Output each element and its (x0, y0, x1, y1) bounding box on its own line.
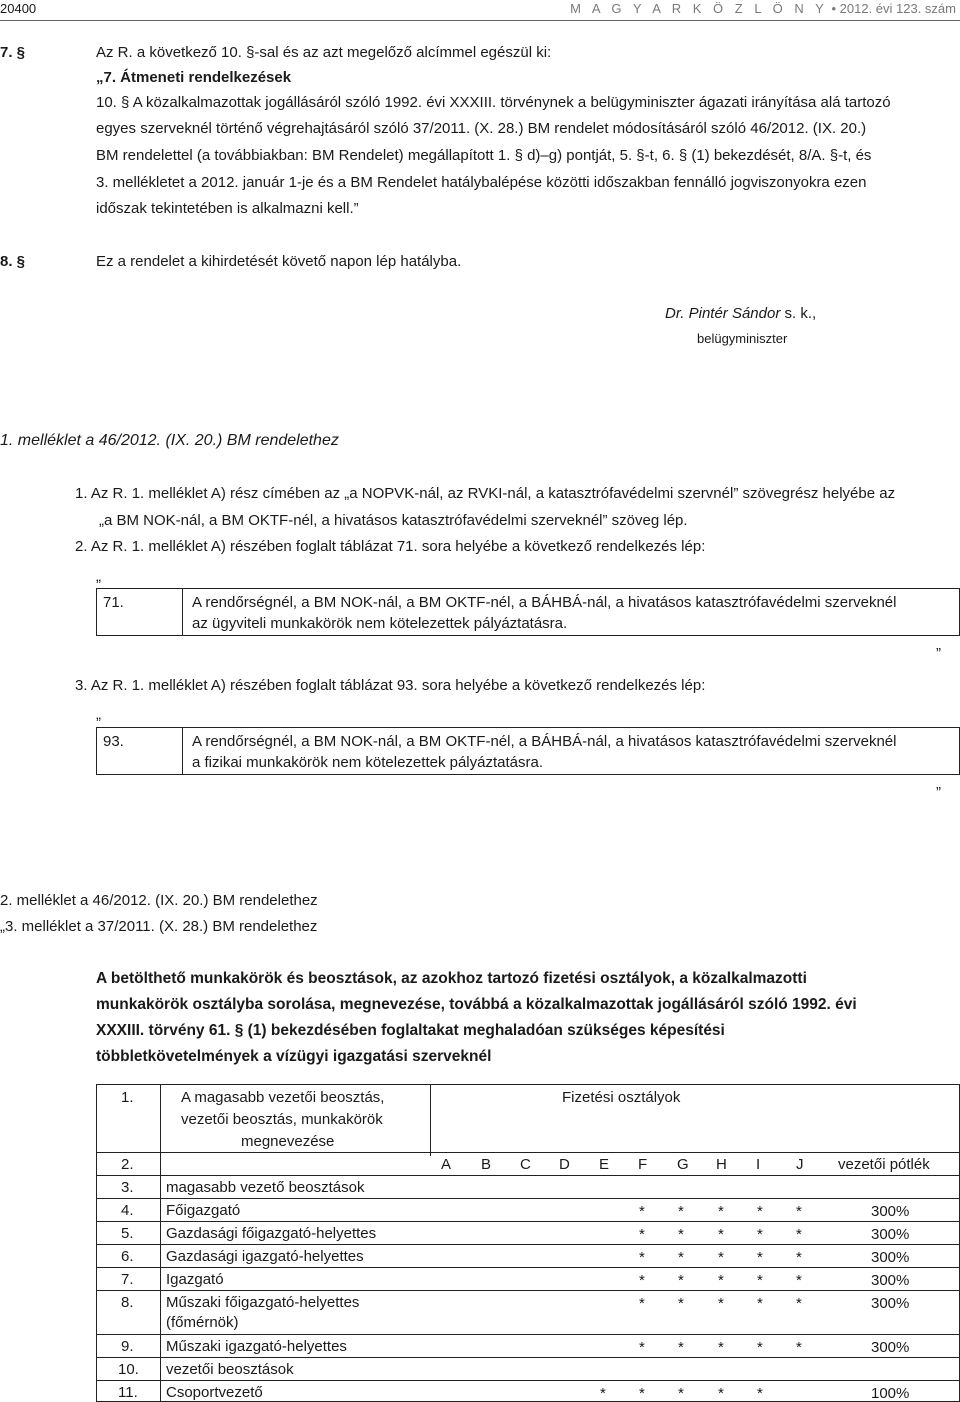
table-row-label: Csoportvezető (166, 1384, 263, 1401)
table-header-label-line-3: megnevezése (241, 1133, 335, 1150)
signatory-name: Dr. Pintér Sándor (665, 305, 781, 322)
annex-1-item-1-line-1: 1. Az R. 1. melléklet A) rész címében az „a NOPVK-nál, az RVKI-nál, a katasztrófavédelmi szervnél” szövegrész helyébe az (75, 485, 896, 502)
pay-class-marker: * (600, 1385, 606, 1402)
table-hline-1 (96, 1152, 960, 1153)
pay-class-marker: * (678, 1385, 684, 1402)
section-7-label: 7. § (0, 44, 26, 61)
pay-class-marker: * (757, 1339, 763, 1356)
table-row-number: 6. (121, 1248, 134, 1265)
table-hline-2 (96, 1175, 960, 1176)
close-quote-2: ” (936, 784, 941, 801)
pay-class-marker: * (678, 1226, 684, 1243)
issue-info: • 2012. évi 123. szám (831, 1, 956, 16)
section-7-line-2: egyes szerveknél történő végrehajtásáról szóló 37/2011. (X. 28.) BM rendelet módosításáról szóló 46/2012. (IX. 20.) (96, 120, 867, 137)
table-col-divider-2 (430, 1084, 431, 1156)
pay-class-j: J (796, 1156, 804, 1173)
table-row-label: Gazdasági igazgató-helyettes (166, 1248, 364, 1265)
open-quote-1: „ (96, 568, 101, 585)
row-93-text-line-1: A rendőrségnél, a BM NOK-nál, a BM OKTF-nél, a BÁHBÁ-nál, a hivatásos katasztrófavédelmi szerveknél (192, 733, 897, 750)
pay-class-marker: * (757, 1385, 763, 1402)
section-7-line-3: BM rendelettel (a továbbiakban: BM Rendelet) megállapított 1. § d)–g) pontját, 5. §-t, 6. § (1) bekezdését, 8/A. §-t, és (96, 147, 872, 164)
pay-class-marker: * (757, 1295, 763, 1312)
pay-class-marker: * (796, 1339, 802, 1356)
table-row-1-number: 1. (121, 1089, 134, 1106)
table-hline-3 (96, 1198, 960, 1199)
pay-class-marker: * (718, 1203, 724, 1220)
header-rule (0, 20, 960, 21)
row-71-number: 71. (103, 594, 124, 611)
table-row-label: Főigazgató (166, 1202, 241, 1219)
pay-class-marker: * (796, 1203, 802, 1220)
pay-class-marker: * (639, 1295, 645, 1312)
row-71-text-line-1: A rendőrségnél, a BM NOK-nál, a BM OKTF-nél, a BÁHBÁ-nál, a hivatásos katasztrófavédelmi szerveknél (192, 594, 897, 611)
table-row-label: Műszaki főigazgató-helyettes (166, 1294, 360, 1311)
annex-2-title: 2. melléklet a 46/2012. (IX. 20.) BM rendelethez (0, 892, 318, 909)
pay-class-e: E (599, 1156, 610, 1173)
pay-class-marker: * (757, 1203, 763, 1220)
section-7-intro: Az R. a következő 10. §-sal és az azt megelőző alcímmel egészül ki: (96, 44, 552, 61)
table-row-label: Műszaki igazgató-helyettes (166, 1338, 347, 1355)
pay-class-g: G (677, 1156, 689, 1173)
table-row-number: 5. (121, 1225, 134, 1242)
pay-class-marker: * (639, 1385, 645, 1402)
table-row-number: 3. (121, 1179, 134, 1196)
row-93-text-line-2: a fizikai munkakörök nem kötelezettek pályáztatásra. (192, 754, 543, 771)
pay-class-marker: * (718, 1272, 724, 1289)
annex-2-subtitle: „3. melléklet a 37/2011. (X. 28.) BM rendelethez (0, 918, 318, 935)
table-row-label: magasabb vezető beosztások (166, 1179, 365, 1196)
table-hline-4 (96, 1221, 960, 1222)
journal-title: M A G Y A R K Ö Z L Ö N Y (570, 1, 828, 16)
pay-class-marker: * (678, 1295, 684, 1312)
pay-class-marker: * (718, 1339, 724, 1356)
table-hline-9 (96, 1357, 960, 1358)
signatory-title: belügyminiszter (697, 331, 788, 346)
table-row-number: 8. (121, 1294, 134, 1311)
supplement-percent: 300% (871, 1295, 910, 1312)
table-row-label: vezetői beosztások (166, 1361, 294, 1378)
pay-class-marker: * (718, 1385, 724, 1402)
pay-class-marker: * (796, 1226, 802, 1243)
signatory-suffix: s. k., (784, 305, 817, 322)
journal-header (570, 1, 956, 16)
row-93-number: 93. (103, 733, 124, 750)
annex-1-item-3: 3. Az R. 1. melléklet A) részében foglalt táblázat 93. sora helyébe a következő rendelkezés lép: (75, 677, 706, 694)
pay-class-marker: * (757, 1272, 763, 1289)
pay-class-marker: * (639, 1272, 645, 1289)
table-col-divider-1 (160, 1084, 161, 1402)
pay-class-f: F (638, 1156, 648, 1173)
supplement-percent: 300% (871, 1203, 910, 1220)
section-7-heading: „7. Átmeneti rendelkezések (96, 69, 292, 86)
close-quote-1: ” (936, 645, 941, 662)
table-hline-7 (96, 1290, 960, 1291)
pay-class-marker: * (718, 1295, 724, 1312)
pay-class-a: A (441, 1156, 452, 1173)
table-hline-5 (96, 1244, 960, 1245)
pay-class-marker: * (678, 1249, 684, 1266)
supplement-percent: 300% (871, 1272, 910, 1289)
table-row-label: Igazgató (166, 1271, 224, 1288)
table-hline-8 (96, 1334, 960, 1335)
supplement-percent: 100% (871, 1385, 910, 1402)
table-row-number: 11. (118, 1384, 138, 1401)
pay-class-marker: * (678, 1339, 684, 1356)
pay-class-marker: * (639, 1249, 645, 1266)
annex-1-item-2: 2. Az R. 1. melléklet A) részében foglalt táblázat 71. sora helyébe a következő rendelkezés lép: (75, 538, 706, 555)
section-8-text: Ez a rendelet a kihirdetését követő napon lép hatályba. (96, 253, 462, 270)
annex-2-heading-line-4: többletkövetelmények a vízügyi igazgatási szerveknél (96, 1048, 492, 1065)
table-header-supplement: vezetői pótlék (838, 1156, 930, 1173)
supplement-percent: 300% (871, 1339, 910, 1356)
pay-class-marker: * (678, 1272, 684, 1289)
table-row-93-divider (182, 727, 183, 775)
pay-class-i: I (756, 1156, 761, 1173)
table-row-number: 9. (121, 1338, 134, 1355)
open-quote-2: „ (96, 706, 101, 723)
table-row-label-cont: (főmérnök) (166, 1314, 239, 1331)
table-row-number: 10. (118, 1361, 139, 1378)
pay-class-d: D (559, 1156, 570, 1173)
pay-class-h: H (716, 1156, 727, 1173)
row-71-text-line-2: az ügyviteli munkakörök nem kötelezettek pályáztatásra. (192, 615, 568, 632)
section-8-label: 8. § (0, 253, 26, 270)
annex-2-heading-line-1: A betölthető munkakörök és beosztások, az azokhoz tartozó fizetési osztályok, a közalkalmazotti (96, 970, 807, 987)
table-header-label-line-2: vezetői beosztás, munkakörök (181, 1111, 383, 1128)
pay-class-b: B (481, 1156, 492, 1173)
annex-1-title: 1. melléklet a 46/2012. (IX. 20.) BM rendelethez (0, 432, 339, 449)
signature-line (665, 305, 816, 322)
pay-class-marker: * (757, 1249, 763, 1266)
table-hline-10 (96, 1380, 960, 1381)
table-header-label-line-1: A magasabb vezetői beosztás, (181, 1089, 385, 1106)
pay-class-marker: * (678, 1203, 684, 1220)
pay-class-marker: * (718, 1226, 724, 1243)
table-row-number: 4. (121, 1202, 134, 1219)
table-row-2-number: 2. (121, 1156, 134, 1173)
table-row-number: 7. (121, 1271, 134, 1288)
pay-class-marker: * (639, 1226, 645, 1243)
table-header-pay-classes: Fizetési osztályok (562, 1089, 681, 1106)
annex-2-heading-line-3: XXXIII. törvény 61. § (1) bekezdésében foglaltakat meghaladóan szükséges képesítési (96, 1022, 725, 1039)
pay-class-marker: * (796, 1249, 802, 1266)
table-row-71-divider (182, 588, 183, 636)
section-7-line-5: időszak tekintetében is alkalmazni kell.” (96, 200, 359, 217)
supplement-percent: 300% (871, 1249, 910, 1266)
pay-class-marker: * (718, 1249, 724, 1266)
annex-2-heading-line-2: munkakörök osztályba sorolása, megnevezése, továbbá a közalkalmazottak jogállásáról szóló 1992. évi (96, 996, 857, 1013)
table-hline-6 (96, 1267, 960, 1268)
supplement-percent: 300% (871, 1226, 910, 1243)
annex-1-item-1-line-2: „a BM NOK-nál, a BM OKTF-nél, a hivatásos katasztrófavédelmi szerveknél” szöveg lép. (99, 512, 688, 529)
table-row-label: Gazdasági főigazgató-helyettes (166, 1225, 377, 1242)
pay-class-marker: * (639, 1339, 645, 1356)
section-7-line-4: 3. mellékletet a 2012. január 1-je és a BM Rendelet hatálybalépése közötti időszakban fennálló jogviszonyokra ezen (96, 174, 867, 191)
pay-class-c: C (520, 1156, 531, 1173)
pay-class-marker: * (796, 1295, 802, 1312)
pay-class-marker: * (796, 1272, 802, 1289)
pay-class-marker: * (757, 1226, 763, 1243)
section-7-line-1: 10. § A közalkalmazottak jogállásáról szóló 1992. évi XXXIII. törvénynek a belügyminiszter ágazati irányítása alá tartozó (96, 94, 891, 111)
pay-class-marker: * (639, 1203, 645, 1220)
page-number: 20400 (0, 1, 37, 16)
